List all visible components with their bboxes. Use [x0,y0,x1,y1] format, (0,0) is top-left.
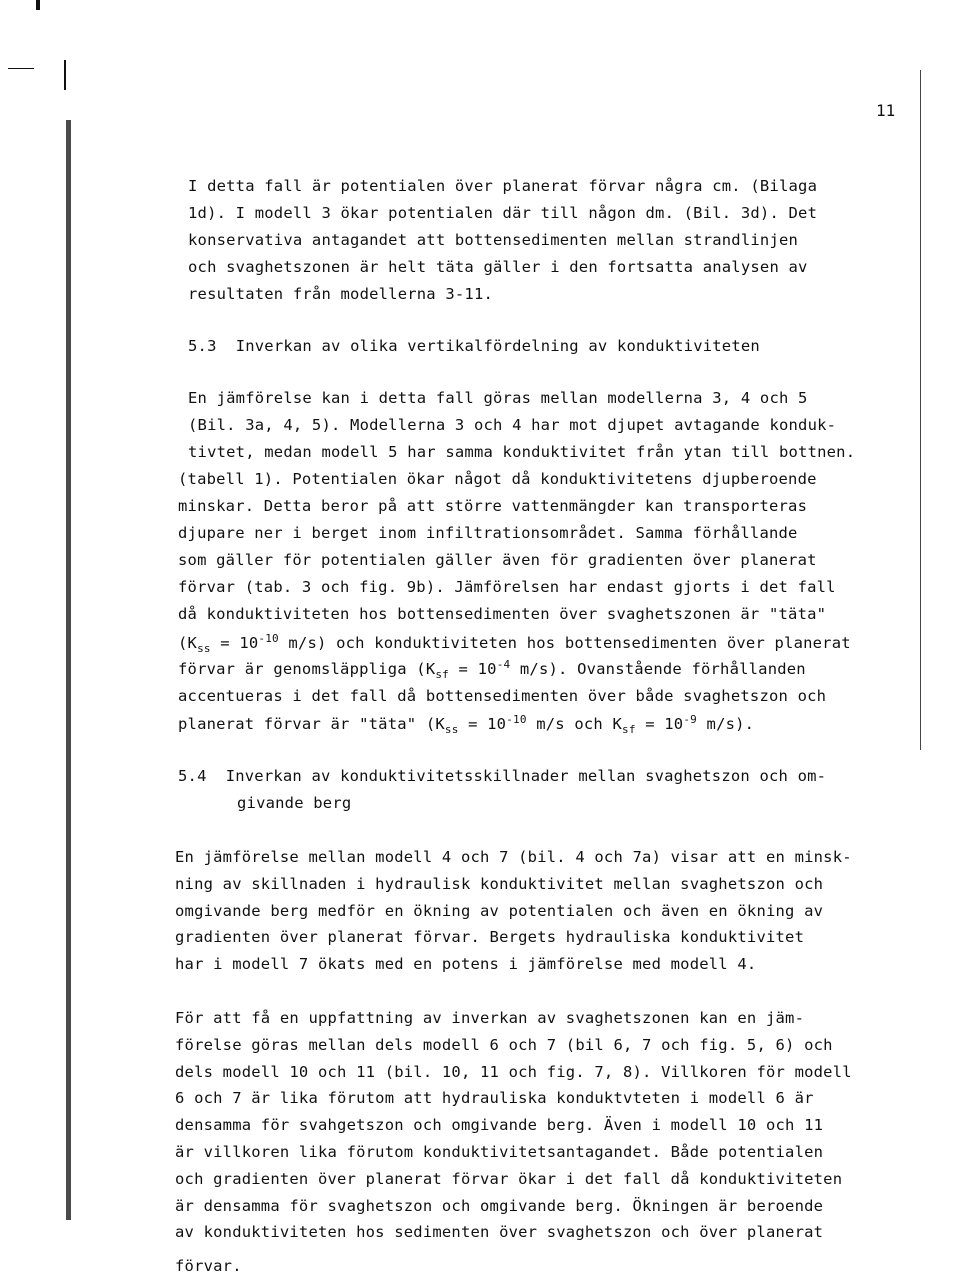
text-line: I detta fall är potentialen över planerat förvar några cm. (Bilaga [188,177,818,195]
text-line: har i modell 7 ökats med en potens i jämförelse med modell 4. [175,955,757,973]
text-line: av konduktiviteten hos sedimenten över svaghetszon och över planerat [175,1223,824,1241]
text-line: (Bil. 3a, 4, 5). Modellerna 3 och 4 har mot djupet avtagande konduk- [188,416,837,434]
subscript: sf [435,668,450,682]
text-line: tivtet, medan modell 5 har samma konduktivitet från ytan till bottnen. [188,443,856,461]
formula-text: m/s) och konduktiviteten hos bottensedimenten över planerat [278,634,851,652]
text-line: För att få en uppfattning av inverkan av svaghetszonen kan en jäm- [175,1009,805,1027]
section-title-continuation: givande berg [237,794,352,812]
text-line: dels modell 10 och 11 (bil. 10, 11 och fig. 7, 8). Villkoren för modell [175,1063,852,1081]
superscript: -4 [496,657,511,671]
text-line: gradienten över planerat förvar. Bergets hydrauliska konduktivitet [175,928,805,946]
text-line: resultaten från modellerna 3-11. [188,285,494,303]
subscript: ss [444,723,459,737]
text-line: minskar. Detta beror på att större vattenmängder kan transporteras [178,497,808,515]
section-number: 5.3 [188,337,217,355]
text-line: densamma för svahgetszon och omgivande berg. Även i modell 10 och 11 [175,1116,824,1134]
text-line: omgivande berg medför en ökning av potentialen och även en ökning av [175,902,824,920]
formula-text: förvar är genomsläppliga (K [178,660,436,678]
text-line: (tabell 1). Potentialen ökar något då konduktivitetens djupberoende [178,470,817,488]
formula-line [178,631,851,656]
text-line: accentueras i det fall då bottensedimenten över både svaghetszon och [178,687,827,705]
scan-edge-mark [920,70,921,750]
text-line: är villkoren lika förutom konduktivitetsantagandet. Både potentialen [175,1143,824,1161]
formula-text: planerat förvar är "täta" (K [178,715,445,733]
text-line: 1d). I modell 3 ökar potentialen där till någon dm. (Bil. 3d). Det [188,204,818,222]
formula-text: m/s). Ovanstående förhållanden [510,660,806,678]
page-number: 11 [876,101,896,120]
formula-text: = 10 [210,634,259,652]
text-line: förvar (tab. 3 och fig. 9b). Jämförelsen har endast gjorts i det fall [178,578,836,596]
text-line: då konduktiviteten hos bottensedimenten över svaghetszonen är "täta" [178,605,827,623]
formula-text: = 10 [449,660,497,678]
scan-edge-mark [8,68,34,69]
formula-text: = 10 [635,715,684,733]
superscript: -9 [683,712,697,726]
text-line: är densamma för svaghetszon och omgivande berg. Ökningen är beroende [175,1197,824,1215]
subscript: ss [197,642,211,656]
text-line: förelse göras mellan dels modell 6 och 7 (bil 6, 7 och fig. 5, 6) och [175,1036,833,1054]
text-line: 6 och 7 är lika förutom att hydrauliska konduktvteten i modell 6 är [175,1089,814,1107]
formula-line [178,657,806,682]
section-title: Inverkan av konduktivitetsskillnader mellan svaghetszon och om- [225,767,827,785]
formula-text: m/s och K [526,715,623,733]
text-line: och svaghetszonen är helt täta gäller i den fortsatta analysen av [188,258,808,276]
formula-line [178,712,755,737]
text-line: En jämförelse kan i detta fall göras mellan modellerna 3, 4 och 5 [188,389,808,407]
subscript: sf [622,723,636,737]
scan-edge-mark [66,120,71,1220]
scan-edge-mark [36,0,40,10]
formula-text: (K [178,634,198,652]
formula-text: = 10 [458,715,507,733]
text-line: och gradienten över planerat förvar ökar i det fall då konduktiviteten [175,1170,843,1188]
section-number: 5.4 [178,767,207,785]
text-line: konservativa antagandet att bottensedimenten mellan strandlinjen [188,231,799,249]
superscript: -10 [258,631,279,645]
section-title: Inverkan av olika vertikalfördelning av konduktiviteten [235,337,760,355]
text-line: som gäller för potentialen gäller även för gradienten över planerat [178,551,817,569]
text-line: ning av skillnaden i hydraulisk konduktivitet mellan svaghetszon och [175,875,824,893]
text-line: En jämförelse mellan modell 4 och 7 (bil. 4 och 7a) visar att en minsk- [175,848,852,866]
section-heading-5-3 [188,336,760,356]
section-heading-5-4 [178,766,826,786]
text-line: förvar. [175,1257,242,1275]
superscript: -10 [506,712,527,726]
scan-edge-mark [64,60,66,90]
text-line: djupare ner i berget inom infiltrationsområdet. Samma förhållande [178,524,798,542]
formula-text: m/s). [697,715,755,733]
